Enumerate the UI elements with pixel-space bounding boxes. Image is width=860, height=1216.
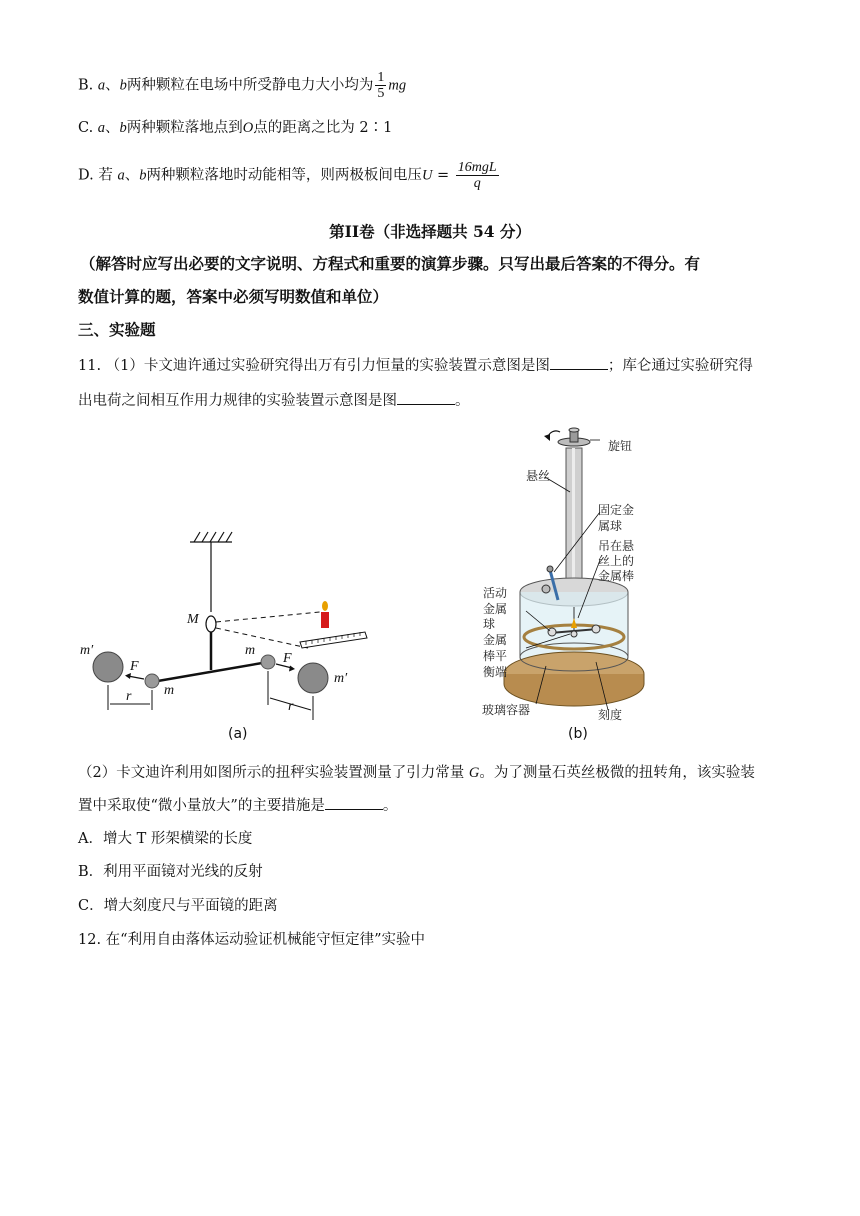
var-a: a <box>97 120 106 136</box>
label-hung-rod: 金属棒 <box>598 569 635 583</box>
q11-text: 。 <box>455 393 470 409</box>
fraction-denominator: 5 <box>377 86 385 101</box>
label-r-right: r <box>288 699 294 714</box>
q11-line-1 <box>78 355 753 376</box>
label-m-mirror: M <box>187 612 199 627</box>
q11-text: 。为了测量石英丝极微的扭转角，该实验装 <box>479 765 755 781</box>
candle-icon <box>321 601 329 628</box>
var-b: b <box>119 120 127 136</box>
separator: 、 <box>105 77 120 94</box>
option-text: 两种颗粒落地时动能相等，则两极板间电压 <box>146 167 422 184</box>
separator: 、 <box>124 167 140 184</box>
var-b: b <box>119 77 127 94</box>
small-ball-right <box>261 655 275 669</box>
label-m-right: m <box>245 643 256 658</box>
var-mg: mg <box>388 77 407 94</box>
q11-option-b: B．利用平面镜对光线的反射 <box>78 864 263 880</box>
light-ray-incident <box>216 612 320 622</box>
figure-a-torsion-balance <box>70 520 400 750</box>
option-text: 点的距离之比为 2∶1 <box>253 120 393 136</box>
q11-text: ；库仑通过实验研究得 <box>607 358 753 374</box>
answer-blank[interactable] <box>397 390 455 405</box>
var-g: G <box>468 765 480 781</box>
q11-option-a: A．增大 T 形架横梁的长度 <box>78 831 253 847</box>
label-m-prime-right: m′ <box>334 671 348 686</box>
label-fixed-ball: 属球 <box>598 519 623 533</box>
q11-text: 11. （1）卡文迪许通过实验研究得出万有引力恒量的实验装置示意图是图 <box>78 358 550 374</box>
answer-blank[interactable] <box>325 795 383 810</box>
var-u: U <box>421 167 433 184</box>
option-b <box>78 70 406 101</box>
light-ray-reflected <box>216 628 308 648</box>
instructions-line-1: （解答时应写出必要的文字说明、方程式和重要的演算步骤。只写出最后答案的不得分。有 <box>80 254 701 273</box>
answer-blank[interactable] <box>550 355 608 370</box>
option-text: 两种颗粒在电场中所受静电力大小均为 <box>126 77 374 94</box>
label-r-left: r <box>126 689 132 704</box>
knob-icon <box>544 428 590 446</box>
label-m-left: m <box>164 683 175 698</box>
ceiling-hatch <box>190 532 232 542</box>
separator: 、 <box>105 120 120 136</box>
equals-sign: = <box>432 167 454 184</box>
q11-part2-line-2 <box>78 795 397 816</box>
movable-ball <box>548 628 556 636</box>
option-label: C. <box>78 120 94 136</box>
q11-part2-line-1 <box>78 763 755 783</box>
q11-text: 置中采取使“微小量放大”的主要措施是 <box>78 798 325 814</box>
label-knob: 旋钮 <box>608 439 633 453</box>
part-title: 三、实验题 <box>78 320 156 339</box>
figure-b-caption: (b) <box>568 726 588 742</box>
label-movable-ball: 金属 <box>483 602 508 616</box>
label-movable-ball: 活动 <box>483 586 508 600</box>
option-label: D. 若 <box>78 167 113 184</box>
fraction-numerator: 16mgL <box>457 160 497 175</box>
section-title: 第II卷（非选择题共 54 分） <box>329 222 531 241</box>
label-wire: 悬丝 <box>526 469 551 483</box>
label-container: 玻璃容器 <box>482 703 531 717</box>
label-hung-rod: 丝上的 <box>598 554 635 568</box>
q12-line: 12. 在“利用自由落体运动验证机械能守恒定律”实验中 <box>78 932 425 948</box>
option-c <box>78 118 392 138</box>
q11-text: 。 <box>382 798 398 814</box>
label-movable-ball: 球 <box>483 617 496 631</box>
q11-text: （2）卡文迪许利用如图所示的扭秤实验装置测量了引力常量 <box>78 765 469 781</box>
label-hung-rod: 吊在悬 <box>598 539 635 553</box>
label-m-prime-left: m′ <box>80 643 94 658</box>
fraction <box>456 160 499 191</box>
large-ball-left <box>93 652 123 682</box>
option-text: 两种颗粒落地点到 <box>126 120 243 136</box>
mirror-m <box>206 616 216 632</box>
label-f-right: F <box>283 651 292 666</box>
label-balance-end: 衡端 <box>483 665 508 679</box>
scale-ruler <box>300 632 367 648</box>
fraction-numerator: 1 <box>377 70 385 85</box>
option-label: B. <box>78 77 94 94</box>
var-b: b <box>139 167 147 184</box>
label-f-left: F <box>130 659 139 674</box>
small-ball-left <box>145 674 159 688</box>
var-o: O <box>242 120 254 136</box>
fraction <box>375 70 386 101</box>
q11-option-c: C．增大刻度尺与平面镜的距离 <box>78 898 278 914</box>
label-balance-end: 金属 <box>483 633 508 647</box>
figure-a-caption: (a) <box>228 726 248 742</box>
instructions-line-2: 数值计算的题，答案中必须写明数值和单位） <box>78 287 389 306</box>
large-ball-right <box>298 663 328 693</box>
var-a: a <box>117 167 125 184</box>
q11-line-2 <box>78 390 470 411</box>
q11-text: 出电荷之间相互作用力规律的实验装置示意图是图 <box>78 393 397 409</box>
var-a: a <box>97 77 106 94</box>
label-balance-end: 棒平 <box>483 649 508 663</box>
label-fixed-ball: 固定金 <box>598 503 635 517</box>
fraction-denominator: q <box>456 175 499 191</box>
option-d <box>78 160 501 191</box>
label-scale: 刻度 <box>598 708 623 722</box>
figure-b-coulomb-balance <box>470 422 680 747</box>
